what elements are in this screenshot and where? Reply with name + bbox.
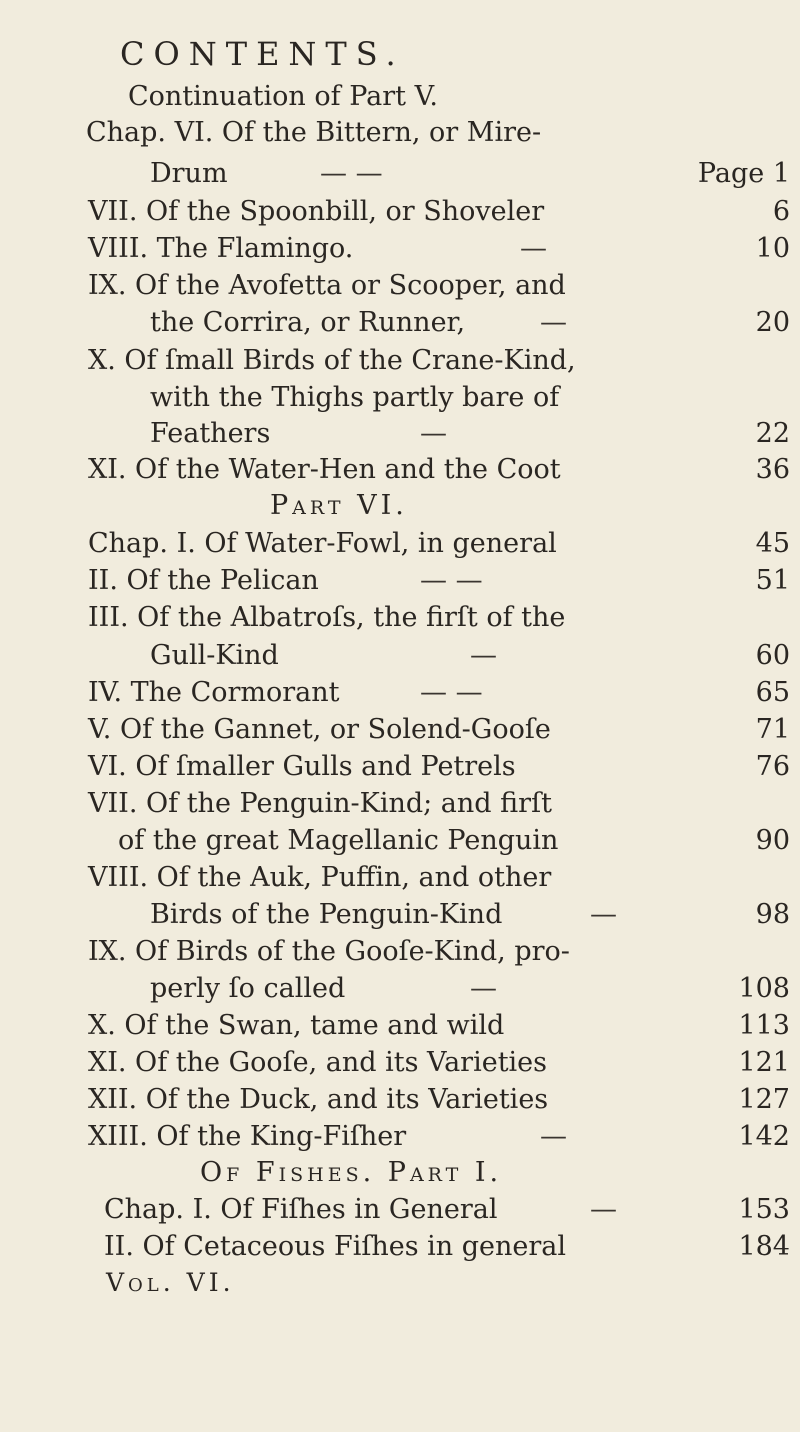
toc-entry: IX. Of Birds of the Gooſe-Kind, pro- [88, 936, 570, 967]
toc-entry: Gull-Kind — 60 [150, 640, 790, 671]
toc-entry: of the great Magellanic Penguin 90 [118, 825, 790, 856]
toc-entry: VIII. Of the Auk, Puffin, and other [88, 862, 552, 893]
toc-entry: Birds of the Penguin-Kind — 98 [150, 899, 790, 930]
part-heading: Part VI. [270, 490, 408, 521]
toc-entry: with the Thighs partly bare of [150, 382, 560, 413]
toc-entry: XII. Of the Duck, and its Varieties 127 [88, 1084, 790, 1115]
toc-entry: II. Of the Pelican — — 51 [88, 565, 790, 596]
toc-entry: XI. Of the Gooſe, and its Varieties 121 [88, 1047, 790, 1078]
toc-entry: Chap. VI. Of the Bittern, or Mire- [86, 117, 542, 148]
volume-signature: Vol. VI. [106, 1268, 235, 1297]
toc-entry: Feathers — 22 [150, 418, 790, 449]
toc-entry: VI. Of ſmaller Gulls and Petrels 76 [88, 751, 790, 782]
toc-entry: XIII. Of the King-Fiſher — 142 [88, 1121, 790, 1152]
toc-entry: Chap. I. Of Fiſhes in General — 153 [104, 1194, 790, 1225]
toc-entry: V. Of the Gannet, or Solend-Gooſe 71 [88, 714, 790, 745]
part-heading: Of Fiſhes. Part I. [200, 1157, 503, 1188]
toc-entry: VII. Of the Spoonbill, or Shoveler 6 [88, 196, 790, 227]
toc-entry: X. Of ſmall Birds of the Crane-Kind, [88, 345, 576, 376]
contents-heading: CONTENTS. [120, 35, 405, 73]
toc-entry: IX. Of the Avofetta or Scooper, and [88, 270, 566, 301]
toc-entry: perly ſo called — 108 [150, 973, 790, 1004]
toc-entry: VIII. The Flamingo. — 10 [88, 233, 790, 264]
toc-entry: the Corrira, or Runner, — 20 [150, 307, 790, 338]
toc-entry: III. Of the Albatroſs, the firſt of the [88, 602, 566, 633]
toc-entry: X. Of the Swan, tame and wild 113 [88, 1010, 790, 1041]
part-subtitle: Continuation of Part V. [128, 81, 438, 112]
toc-entry: VII. Of the Penguin-Kind; and firſt [88, 788, 552, 819]
toc-entry: XI. Of the Water-Hen and the Coot 36 [88, 454, 790, 485]
toc-entry: Drum — — Page 1 [150, 158, 790, 189]
toc-entry: IV. The Cormorant — — 65 [88, 677, 790, 708]
toc-entry: II. Of Cetaceous Fiſhes in general 184 [104, 1231, 790, 1262]
toc-entry: Chap. I. Of Water-Fowl, in general 45 [88, 528, 790, 559]
